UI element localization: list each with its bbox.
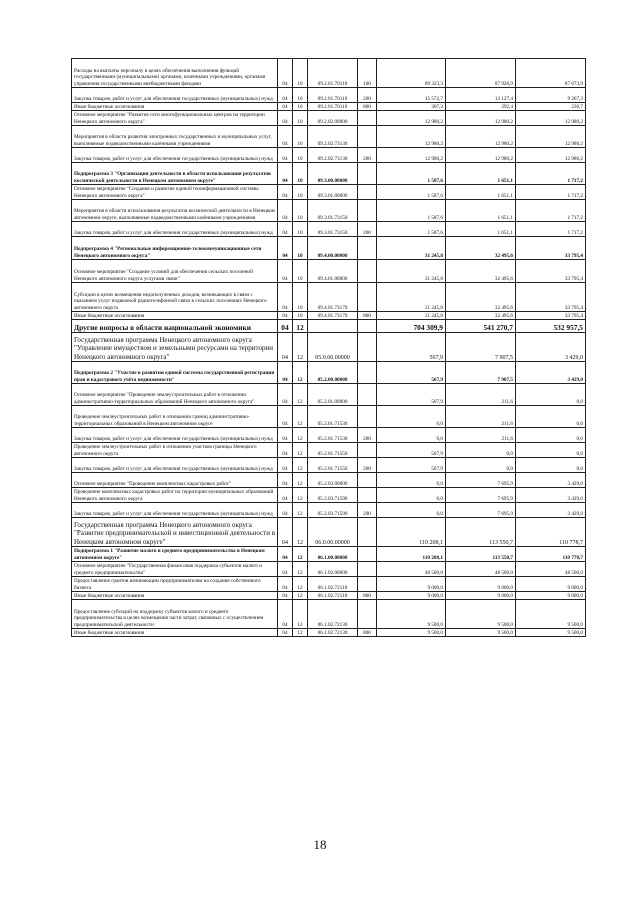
row-amount-year-3: 87 673,9 <box>516 59 586 88</box>
row-subsection-code: 12 <box>293 362 308 384</box>
row-amount-year-1: 567,9 <box>377 384 446 406</box>
row-amount-year-1: 567,9 <box>377 333 446 362</box>
row-amount-year-3: 9 500,0 <box>516 600 586 629</box>
row-amount-year-3: 1 717,2 <box>516 185 586 200</box>
row-amount-year-2: 12 980,2 <box>446 111 516 126</box>
table-row <box>72 362 586 384</box>
row-amount-year-2: 32 495,6 <box>446 260 516 283</box>
row-expense-type <box>358 443 377 458</box>
row-amount-year-2: 32 495,6 <box>446 237 516 260</box>
table-row <box>72 600 586 629</box>
row-subsection-code: 12 <box>293 577 308 592</box>
row-amount-year-2: 541 270,7 <box>446 320 516 333</box>
row-name: Проведение землеустроительных работ в отношении границ административно-территориальных образований в Ненецком автономном округе <box>72 406 278 428</box>
row-section-code: 04 <box>278 237 293 260</box>
row-expense-type <box>358 362 377 384</box>
row-target-article: 06.1.02.72130 <box>308 600 358 629</box>
row-expense-type <box>358 163 377 185</box>
row-subsection-code: 10 <box>293 126 308 148</box>
row-amount-year-2: 48 500,0 <box>446 562 516 577</box>
row-amount-year-1: 110 208,1 <box>377 547 446 562</box>
budget-table <box>71 58 586 637</box>
row-amount-year-2: 113 550,7 <box>446 518 516 547</box>
row-expense-type: 200 <box>358 222 377 237</box>
row-name: Предоставление грантов начинающим предпринимателям на создание собственного бизнеса <box>72 577 278 592</box>
table-row <box>72 503 586 518</box>
row-expense-type <box>358 283 377 312</box>
row-amount-year-3: 0,0 <box>516 428 586 443</box>
row-expense-type <box>358 406 377 428</box>
row-amount-year-3: 12 980,2 <box>516 148 586 163</box>
row-amount-year-2: 12 980,2 <box>446 148 516 163</box>
row-section-code: 04 <box>278 518 293 547</box>
row-expense-type: 200 <box>358 458 377 473</box>
row-amount-year-3: 9 000,0 <box>516 592 586 600</box>
table-row <box>72 185 586 200</box>
row-section-code: 04 <box>278 592 293 600</box>
row-amount-year-2: 7 695,9 <box>446 488 516 503</box>
table-row <box>72 111 586 126</box>
row-expense-type <box>358 473 377 488</box>
row-name: Субсидии в целях возмещения недополученных доходов, возникающих в связи с оказанием услуг подвижной радиотелефонной связи в сельских поселениях Ненецкого автономного округа <box>72 283 278 312</box>
row-amount-year-3: 0,0 <box>516 406 586 428</box>
row-subsection-code: 10 <box>293 59 308 88</box>
row-name: Проведение комплексных кадастровых работ на территории муниципальных образований Ненецкого автономного округа <box>72 488 278 503</box>
row-target-article: 05.2.01.71550 <box>308 458 358 473</box>
table-row <box>72 384 586 406</box>
row-target-article: 09.2.01.70110 <box>308 103 358 111</box>
row-amount-year-3: 0,0 <box>516 458 586 473</box>
row-amount-year-2: 7 695,9 <box>446 473 516 488</box>
row-amount-year-2: 1 651,1 <box>446 200 516 222</box>
row-expense-type <box>358 384 377 406</box>
row-subsection-code: 10 <box>293 312 308 320</box>
row-amount-year-1: 567,9 <box>377 362 446 384</box>
row-target-article: 05.2.03.00000 <box>308 473 358 488</box>
budget-table-body <box>72 59 586 637</box>
row-amount-year-3: 3 429,0 <box>516 503 586 518</box>
table-row <box>72 88 586 103</box>
row-amount-year-2: 87 926,9 <box>446 59 516 88</box>
row-expense-type: 200 <box>358 503 377 518</box>
row-amount-year-1: 0,0 <box>377 488 446 503</box>
row-subsection-code: 12 <box>293 320 308 333</box>
row-section-code: 04 <box>278 384 293 406</box>
row-amount-year-1: 567,9 <box>377 458 446 473</box>
row-expense-type: 800 <box>358 103 377 111</box>
row-name: Основное мероприятие "Проведение землеустроительных работ в отношении административно-территориальных образований Ненецкого автономного округа" <box>72 384 278 406</box>
row-amount-year-3: 1 717,2 <box>516 222 586 237</box>
row-target-article: 05.2.03.71590 <box>308 488 358 503</box>
row-amount-year-3: 9 500,0 <box>516 629 586 637</box>
row-expense-type: 100 <box>358 59 377 88</box>
row-subsection-code: 12 <box>293 592 308 600</box>
row-target-article: 09.3.01.00000 <box>308 185 358 200</box>
row-name: Иные бюджетные ассигнования <box>72 103 278 111</box>
row-amount-year-3: 9 267,3 <box>516 88 586 103</box>
row-section-code: 04 <box>278 312 293 320</box>
row-name: Закупка товаров, работ и услуг для обеспечения государственных (муниципальных) нужд <box>72 88 278 103</box>
row-amount-year-3: 532 957,5 <box>516 320 586 333</box>
row-amount-year-1: 31 245,8 <box>377 237 446 260</box>
row-section-code: 04 <box>278 600 293 629</box>
row-expense-type <box>358 200 377 222</box>
table-row <box>72 283 586 312</box>
row-amount-year-2: 32 495,6 <box>446 283 516 312</box>
row-name: Основное мероприятие "Создание условий для обеспечения сельских поселений Ненецкого автономного округа услугами связи" <box>72 260 278 283</box>
row-subsection-code: 10 <box>293 260 308 283</box>
row-expense-type <box>358 260 377 283</box>
row-amount-year-2: 211,6 <box>446 406 516 428</box>
row-amount-year-2: 32 495,6 <box>446 312 516 320</box>
row-subsection-code: 12 <box>293 488 308 503</box>
row-name: Расходы на выплаты персоналу в целях обеспечения выполнения функций государственными (муниципальными) органами, казенными учреждениями, органами управления государственными внебюджетными фондами <box>72 59 278 88</box>
row-amount-year-1: 9 000,0 <box>377 592 446 600</box>
row-amount-year-1: 9 500,0 <box>377 600 446 629</box>
row-target-article: 09.4.01.00000 <box>308 260 358 283</box>
row-subsection-code: 12 <box>293 518 308 547</box>
row-amount-year-1: 1 587,6 <box>377 185 446 200</box>
row-amount-year-3: 110 778,7 <box>516 547 586 562</box>
row-subsection-code: 12 <box>293 428 308 443</box>
row-target-article: 05.2.01.00000 <box>308 384 358 406</box>
row-section-code: 04 <box>278 333 293 362</box>
row-expense-type <box>358 600 377 629</box>
row-subsection-code: 12 <box>293 384 308 406</box>
row-target-article: 09.4.01.73170 <box>308 312 358 320</box>
row-amount-year-1: 1 587,6 <box>377 200 446 222</box>
row-target-article: 09.3.01.73150 <box>308 222 358 237</box>
row-expense-type <box>358 518 377 547</box>
row-subsection-code: 10 <box>293 111 308 126</box>
row-expense-type: 200 <box>358 428 377 443</box>
row-subsection-code: 10 <box>293 88 308 103</box>
row-section-code: 04 <box>278 547 293 562</box>
table-row <box>72 518 586 547</box>
row-amount-year-3: 0,0 <box>516 443 586 458</box>
row-target-article: 05.2.01.71550 <box>308 443 358 458</box>
row-subsection-code: 12 <box>293 333 308 362</box>
row-amount-year-2: 9 000,0 <box>446 592 516 600</box>
row-amount-year-2: 0,0 <box>446 443 516 458</box>
row-amount-year-3: 12 980,2 <box>516 111 586 126</box>
row-target-article: 06.1.00.00000 <box>308 547 358 562</box>
row-target-article: 05.2.03.71590 <box>308 503 358 518</box>
row-name: Подпрограмма 4 "Региональные информационно-телекоммуникационные сети Ненецкого автономного округа" <box>72 237 278 260</box>
row-amount-year-2: 12 980,2 <box>446 126 516 148</box>
row-amount-year-1: 1 587,6 <box>377 222 446 237</box>
row-expense-type <box>358 333 377 362</box>
row-name: Закупка товаров, работ и услуг для обеспечения государственных (муниципальных) нужд <box>72 148 278 163</box>
row-expense-type: 800 <box>358 629 377 637</box>
table-row <box>72 333 586 362</box>
row-name: Другие вопросы в области национальной экономики <box>72 320 278 333</box>
row-subsection-code: 12 <box>293 562 308 577</box>
row-amount-year-3: 1 717,2 <box>516 200 586 222</box>
row-amount-year-1: 704 309,9 <box>377 320 446 333</box>
row-expense-type <box>358 237 377 260</box>
row-target-article: 05.0.00.00000 <box>308 333 358 362</box>
row-section-code: 04 <box>278 200 293 222</box>
row-amount-year-1: 0,0 <box>377 473 446 488</box>
row-target-article: 09.4.01.73170 <box>308 283 358 312</box>
row-amount-year-3: 3 429,0 <box>516 473 586 488</box>
row-name: Иные бюджетные ассигнования <box>72 312 278 320</box>
row-amount-year-3: 33 795,4 <box>516 237 586 260</box>
row-section-code: 04 <box>278 59 293 88</box>
row-name: Государственная программа Ненецкого автономного округа "Развитие предпринимательской и инвестиционной деятельности в Ненецком автономном округе" <box>72 518 278 547</box>
row-expense-type <box>358 562 377 577</box>
row-amount-year-2: 113 550,7 <box>446 547 516 562</box>
row-section-code: 04 <box>278 428 293 443</box>
row-section-code: 04 <box>278 163 293 185</box>
row-subsection-code: 12 <box>293 443 308 458</box>
table-row <box>72 428 586 443</box>
row-amount-year-3: 110 778,7 <box>516 518 586 547</box>
row-amount-year-1: 12 980,2 <box>377 148 446 163</box>
row-subsection-code: 10 <box>293 148 308 163</box>
row-amount-year-1: 89 323,3 <box>377 59 446 88</box>
row-name: Мероприятия в области использования результатов космической деятельности в Ненецком автономном округе, выполняемые подведомственными казёнными учреждениями <box>72 200 278 222</box>
row-subsection-code: 10 <box>293 237 308 260</box>
table-row <box>72 577 586 592</box>
row-expense-type <box>358 111 377 126</box>
page-number: 18 <box>313 837 327 852</box>
table-row <box>72 458 586 473</box>
row-amount-year-1: 31 245,8 <box>377 283 446 312</box>
row-amount-year-1: 0,0 <box>377 503 446 518</box>
row-expense-type <box>358 320 377 333</box>
row-amount-year-2: 1 651,1 <box>446 163 516 185</box>
row-name: Предоставление субсидий на поддержку субъектов малого и среднего предпринимательства в целях возмещения части затрат, связанных с осуществлением предпринимательской деятельности <box>72 600 278 629</box>
row-amount-year-3: 9 000,0 <box>516 577 586 592</box>
row-subsection-code: 10 <box>293 222 308 237</box>
table-row <box>72 406 586 428</box>
row-name: Мероприятия в области развития электронных государственных и муниципальных услуг, выполняемые подведомственными казёнными учреждениями <box>72 126 278 148</box>
row-target-article: 05.2.00.00000 <box>308 362 358 384</box>
row-section-code: 04 <box>278 88 293 103</box>
row-amount-year-1: 0,0 <box>377 428 446 443</box>
row-section-code: 04 <box>278 458 293 473</box>
row-amount-year-1: 307,3 <box>377 103 446 111</box>
row-subsection-code: 12 <box>293 458 308 473</box>
row-target-article: 05.2.01.71530 <box>308 428 358 443</box>
row-name: Основное мероприятие "Государственная финансовая поддержка субъектов малого и среднего предпринимательства" <box>72 562 278 577</box>
row-amount-year-2: 211,6 <box>446 384 516 406</box>
row-section-code: 04 <box>278 362 293 384</box>
row-amount-year-3: 33 795,4 <box>516 260 586 283</box>
table-row <box>72 59 586 88</box>
row-amount-year-2: 9 000,0 <box>446 577 516 592</box>
row-subsection-code: 12 <box>293 406 308 428</box>
row-section-code: 04 <box>278 103 293 111</box>
row-target-article: 09.3.01.73150 <box>308 200 358 222</box>
row-name: Закупка товаров, работ и услуг для обеспечения государственных (муниципальных) нужд <box>72 503 278 518</box>
table-row <box>72 443 586 458</box>
row-target-article: 06.1.02.72130 <box>308 629 358 637</box>
row-amount-year-1: 31 245,8 <box>377 312 446 320</box>
row-name: Проведение землеустроительных работ в отношении участков границы Ненецкого автономного округа <box>72 443 278 458</box>
row-amount-year-2: 1 651,1 <box>446 222 516 237</box>
row-amount-year-1: 1 587,6 <box>377 163 446 185</box>
row-target-article: 06.1.02.00000 <box>308 562 358 577</box>
row-section-code: 04 <box>278 320 293 333</box>
row-amount-year-3: 33 795,4 <box>516 312 586 320</box>
row-subsection-code: 12 <box>293 600 308 629</box>
row-subsection-code: 12 <box>293 473 308 488</box>
row-amount-year-2: 292,4 <box>446 103 516 111</box>
row-section-code: 04 <box>278 260 293 283</box>
row-subsection-code: 12 <box>293 547 308 562</box>
row-section-code: 04 <box>278 126 293 148</box>
row-expense-type <box>358 126 377 148</box>
row-expense-type: 200 <box>358 148 377 163</box>
row-name: Подпрограмма 3 "Организация деятельности в области использования результатов космической деятельности в Ненецком автономном округе" <box>72 163 278 185</box>
row-name: Подпрограмма 1 "Развитие малого и среднего предпринимательства в Ненецком автономном округе" <box>72 547 278 562</box>
row-name: Основное мероприятие "Проведение комплексных кадастровых работ" <box>72 473 278 488</box>
row-amount-year-3: 230,7 <box>516 103 586 111</box>
row-amount-year-3: 33 795,4 <box>516 283 586 312</box>
row-section-code: 04 <box>278 473 293 488</box>
row-amount-year-2: 0,0 <box>446 458 516 473</box>
row-section-code: 04 <box>278 111 293 126</box>
row-subsection-code: 12 <box>293 503 308 518</box>
row-amount-year-1: 9 500,0 <box>377 629 446 637</box>
table-row <box>72 562 586 577</box>
row-expense-type: 800 <box>358 312 377 320</box>
row-target-article: 09.3.00.00000 <box>308 163 358 185</box>
row-amount-year-3: 1 717,2 <box>516 163 586 185</box>
row-name: Подпрограмма 2 "Участие в развитии единой системы государственной регистрации прав и кадастрового учёта недвижимости" <box>72 362 278 384</box>
table-row <box>72 237 586 260</box>
row-target-article: 06.0.00.00000 <box>308 518 358 547</box>
table-row <box>72 103 586 111</box>
row-name: Иные бюджетные ассигнования <box>72 629 278 637</box>
row-name: Основное мероприятие "Развитие сети многофункциональных центров на территории Ненецкого автономного округа" <box>72 111 278 126</box>
row-subsection-code: 10 <box>293 185 308 200</box>
row-amount-year-3: 3 429,0 <box>516 362 586 384</box>
row-amount-year-1: 15 572,7 <box>377 88 446 103</box>
row-amount-year-1: 31 245,8 <box>377 260 446 283</box>
row-subsection-code: 10 <box>293 103 308 111</box>
row-amount-year-2: 7 695,9 <box>446 503 516 518</box>
row-name: Закупка товаров, работ и услуг для обеспечения государственных (муниципальных) нужд <box>72 222 278 237</box>
row-amount-year-1: 0,0 <box>377 406 446 428</box>
row-amount-year-3: 3 429,0 <box>516 488 586 503</box>
row-expense-type <box>358 185 377 200</box>
row-amount-year-2: 9 500,0 <box>446 629 516 637</box>
row-target-article: 09.2.02.73130 <box>308 148 358 163</box>
row-amount-year-1: 9 000,0 <box>377 577 446 592</box>
row-amount-year-1: 12 980,2 <box>377 111 446 126</box>
row-amount-year-3: 48 500,0 <box>516 562 586 577</box>
row-section-code: 04 <box>278 503 293 518</box>
row-subsection-code: 10 <box>293 200 308 222</box>
table-row <box>72 547 586 562</box>
row-amount-year-2: 211,6 <box>446 428 516 443</box>
row-section-code: 04 <box>278 488 293 503</box>
row-target-article: 05.2.01.71530 <box>308 406 358 428</box>
table-row <box>72 222 586 237</box>
row-name: Закупка товаров, работ и услуг для обеспечения государственных (муниципальных) нужд <box>72 458 278 473</box>
table-row <box>72 592 586 600</box>
row-amount-year-3: 12 980,2 <box>516 126 586 148</box>
row-subsection-code: 10 <box>293 163 308 185</box>
table-row <box>72 126 586 148</box>
row-target-article: 06.1.02.72110 <box>308 592 358 600</box>
table-row <box>72 163 586 185</box>
row-name: Иные бюджетные ассигнования <box>72 592 278 600</box>
row-subsection-code: 10 <box>293 283 308 312</box>
table-row <box>72 473 586 488</box>
table-row <box>72 629 586 637</box>
table-row <box>72 320 586 333</box>
table-row <box>72 312 586 320</box>
row-amount-year-2: 1 651,1 <box>446 185 516 200</box>
row-amount-year-3: 0,0 <box>516 384 586 406</box>
row-subsection-code: 12 <box>293 629 308 637</box>
row-section-code: 04 <box>278 222 293 237</box>
row-expense-type: 200 <box>358 88 377 103</box>
row-amount-year-1: 110 208,1 <box>377 518 446 547</box>
row-section-code: 04 <box>278 148 293 163</box>
row-name: Основное мероприятие "Создание и развитие единой геоинформационной системы Ненецкого автономного округа" <box>72 185 278 200</box>
row-target-article: 09.2.02.00000 <box>308 111 358 126</box>
row-target-article <box>308 320 358 333</box>
row-name: Государственная программа Ненецкого автономного округа "Управление имуществом и земельными ресурсами на территории Ненецкого автономного округа" <box>72 333 278 362</box>
row-target-article: 06.1.02.72110 <box>308 577 358 592</box>
row-section-code: 04 <box>278 562 293 577</box>
row-amount-year-2: 7 907,5 <box>446 333 516 362</box>
row-section-code: 04 <box>278 185 293 200</box>
row-target-article: 09.4.00.00000 <box>308 237 358 260</box>
row-expense-type <box>358 547 377 562</box>
row-name: Закупка товаров, работ и услуг для обеспечения государственных (муниципальных) нужд <box>72 428 278 443</box>
table-row <box>72 260 586 283</box>
row-target-article: 09.2.01.70110 <box>308 59 358 88</box>
row-amount-year-2: 13 127,4 <box>446 88 516 103</box>
row-amount-year-1: 567,9 <box>377 443 446 458</box>
row-expense-type <box>358 577 377 592</box>
row-expense-type: 800 <box>358 592 377 600</box>
row-amount-year-1: 48 500,0 <box>377 562 446 577</box>
row-target-article: 09.2.01.70110 <box>308 88 358 103</box>
row-amount-year-2: 7 907,5 <box>446 362 516 384</box>
table-row <box>72 200 586 222</box>
row-target-article: 09.2.02.73130 <box>308 126 358 148</box>
table-row <box>72 488 586 503</box>
row-section-code: 04 <box>278 283 293 312</box>
row-section-code: 04 <box>278 406 293 428</box>
row-expense-type <box>358 488 377 503</box>
row-section-code: 04 <box>278 443 293 458</box>
row-section-code: 04 <box>278 629 293 637</box>
row-amount-year-3: 3 429,0 <box>516 333 586 362</box>
row-amount-year-1: 12 980,2 <box>377 126 446 148</box>
row-section-code: 04 <box>278 577 293 592</box>
table-row <box>72 148 586 163</box>
row-amount-year-2: 9 500,0 <box>446 600 516 629</box>
